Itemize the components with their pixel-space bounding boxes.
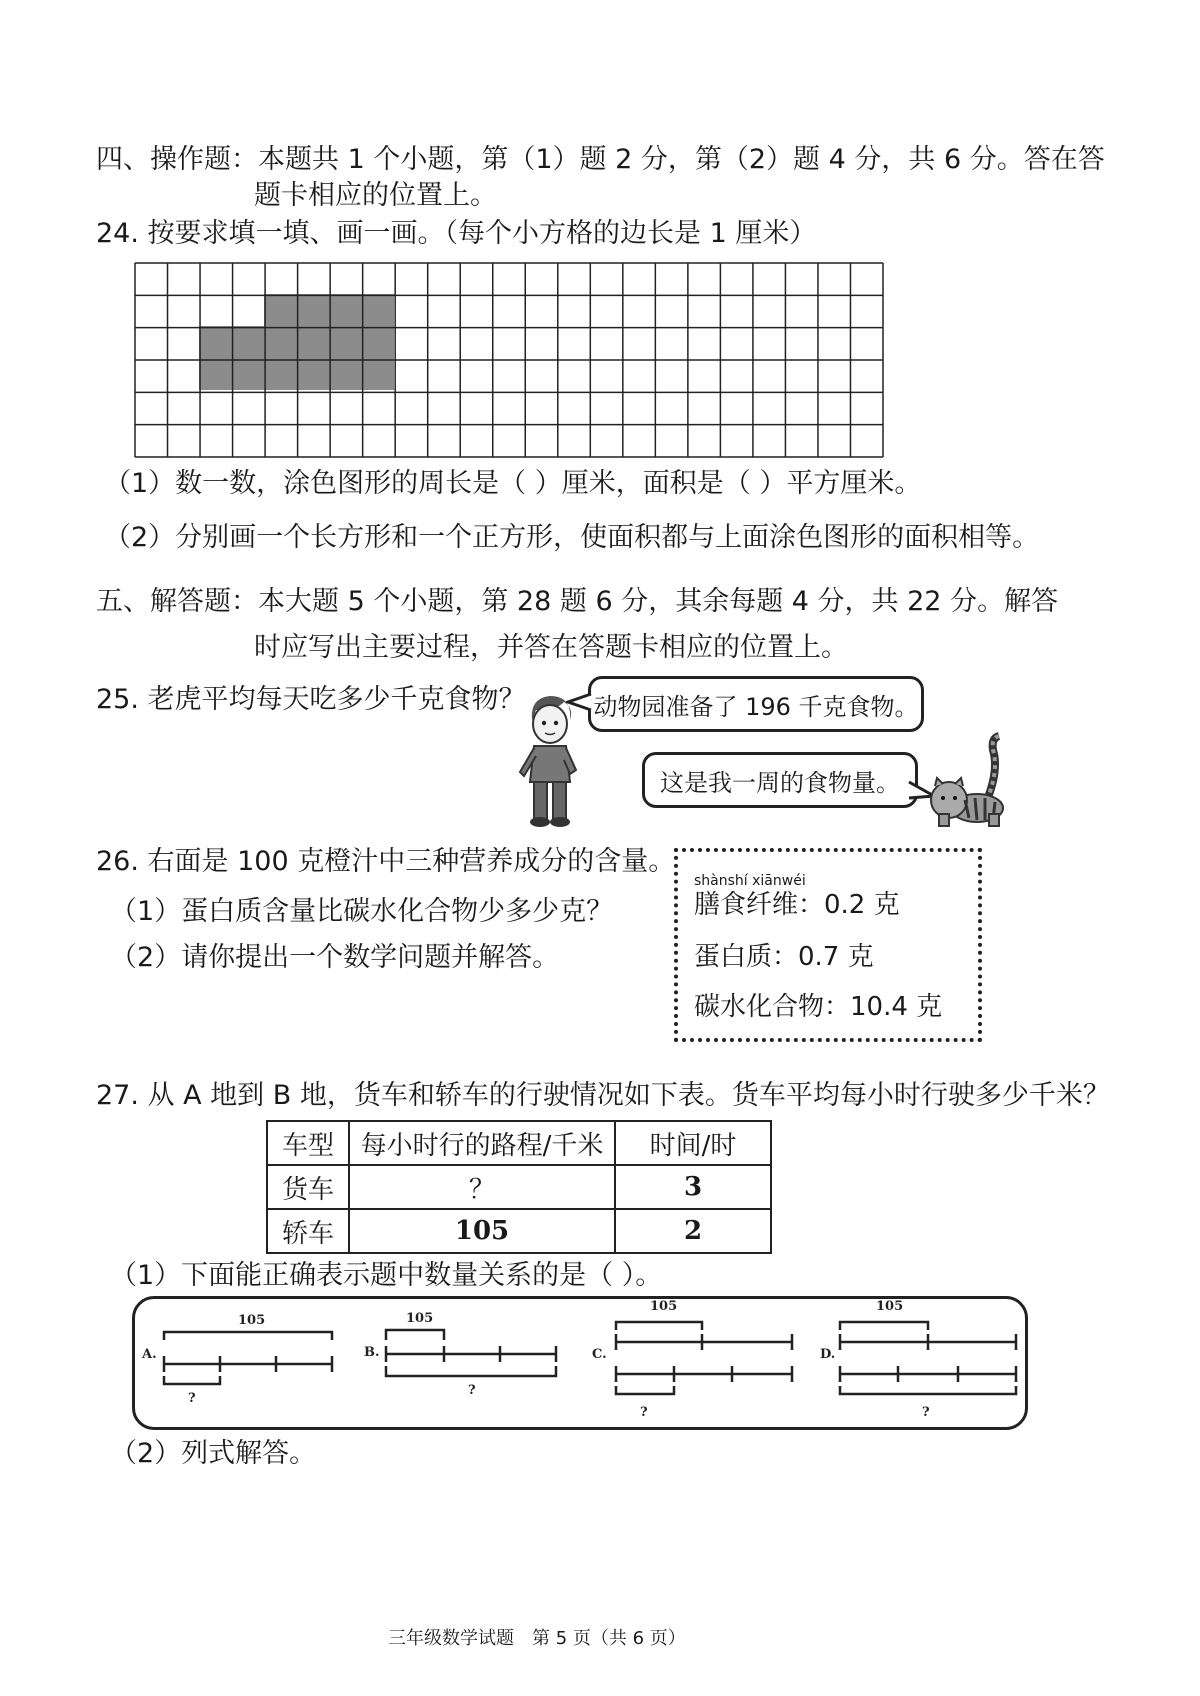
question-27-sub2: （2）列式解答。 [110, 1438, 317, 1469]
section-4-heading-cont: 题卡相应的位置上。 [254, 180, 497, 211]
row-truck-type: 货车 [267, 1165, 349, 1209]
option-b-brace-top [386, 1330, 444, 1340]
question-26-title: 26. 右面是 100 克橙汁中三种营养成分的含量。 [96, 846, 676, 877]
row-truck-time: 3 [615, 1165, 771, 1209]
option-d-bottom: ? [922, 1405, 930, 1420]
question-26-sub1: （1）蛋白质含量比碳水化合物少多少克？ [110, 896, 614, 927]
fiber-line: 膳食纤维：0.2 克 [694, 890, 900, 920]
vehicle-table [266, 1120, 772, 1254]
option-d-line-bottom [840, 1366, 1016, 1382]
speech-bubble-boy-text: 动物园准备了 196 千克食物。 [593, 692, 919, 721]
protein-line: 蛋白质：0.7 克 [694, 942, 874, 972]
option-c-line-top [616, 1334, 792, 1350]
option-c-brace-top [616, 1322, 702, 1330]
option-c-bottom: ? [640, 1405, 648, 1420]
question-24-sub1: （1）数一数，涂色图形的周长是（ ）厘米，面积是（ ）平方厘米。 [104, 468, 922, 499]
speech-bubble-boy-tail [566, 690, 592, 714]
nutrition-box [674, 848, 982, 1042]
option-d-top: 105 [876, 1299, 904, 1314]
shaded-top [264, 294, 394, 326]
option-d-brace-bottom [840, 1386, 1016, 1394]
option-c-brace-bottom [616, 1386, 674, 1394]
option-b-top: 105 [406, 1311, 434, 1326]
tiger-illustration [925, 730, 1015, 830]
row-car-type: 轿车 [267, 1209, 349, 1253]
question-24-sub2: （2）分别画一个长方形和一个正方形，使面积都与上面涂色图形的面积相等。 [104, 522, 1040, 553]
row-car-speed: 105 [349, 1209, 615, 1253]
question-24-title: 24. 按要求填一填、画一画。（每个小方格的边长是 1 厘米） [96, 218, 817, 249]
grid-figure [134, 262, 884, 458]
header-vehicle-type: 车型 [267, 1121, 349, 1165]
option-b-bottom: ? [468, 1383, 476, 1398]
option-d-line-top [840, 1334, 1016, 1350]
option-c-top: 105 [650, 1299, 678, 1314]
shaded-bottom [199, 326, 394, 390]
option-b-brace-bottom [386, 1366, 556, 1376]
option-b-label: B. [364, 1345, 380, 1360]
page-footer: 三年级数学试题 第 5 页（共 6 页） [388, 1628, 686, 1649]
option-a-label: A. [142, 1347, 157, 1362]
option-a-brace-top [164, 1332, 332, 1340]
option-c-label: C. [592, 1347, 607, 1362]
pinyin-label: shànshí xiānwéi [694, 873, 806, 889]
option-a-top: 105 [238, 1313, 266, 1328]
section-5-heading: 五、解答题：本大题 5 个小题，第 28 题 6 分，其余每题 4 分，共 22 分。解答 [96, 586, 1059, 617]
option-d-brace-top [840, 1322, 928, 1330]
carbs-line: 碳水化合物：10.4 克 [694, 992, 943, 1022]
options-diagrams [132, 1296, 1026, 1430]
row-car-time: 2 [615, 1209, 771, 1253]
speech-bubble-tiger-text: 这是我一周的食物量。 [660, 768, 900, 797]
question-27-sub1: （1）下面能正确表示题中数量关系的是（ ）。 [110, 1260, 663, 1291]
question-26-sub2: （2）请你提出一个数学问题并解答。 [110, 942, 560, 973]
speech-bubble-tiger [642, 752, 918, 808]
option-a-bottom: ? [188, 1391, 196, 1406]
option-c-line-bottom [616, 1366, 792, 1382]
row-truck-speed: ？ [349, 1165, 615, 1209]
section-4-heading: 四、操作题：本题共 1 个小题，第（1）题 2 分，第（2）题 4 分，共 6 分。答在答 [96, 144, 1105, 175]
option-b-line [386, 1346, 556, 1362]
question-27-title: 27. 从 A 地到 B 地，货车和轿车的行驶情况如下表。货车平均每小时行驶多少千米？ [96, 1080, 1110, 1111]
option-d-label: D. [820, 1347, 836, 1362]
header-speed: 每小时行的路程/千米 [349, 1121, 615, 1165]
header-time: 时间/时 [615, 1121, 771, 1165]
section-5-heading-cont: 时应写出主要过程，并答在答题卡相应的位置上。 [254, 632, 848, 663]
speech-bubble-boy [588, 676, 924, 732]
question-25-title: 25. 老虎平均每天吃多少千克食物？ [96, 684, 526, 715]
option-a-brace-bottom [164, 1376, 220, 1384]
option-a-line [164, 1356, 332, 1372]
